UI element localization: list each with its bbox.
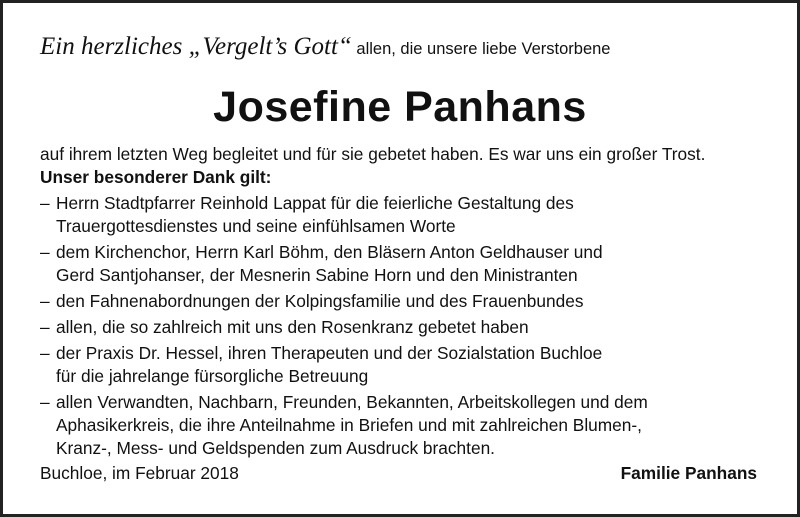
thanks-item-line: für die jahrelange fürsorgliche Betreuung [56,366,369,386]
family-signature: Familie Panhans [620,463,757,483]
thanks-item-line: allen Verwandten, Nachbarn, Freunden, Bekannten, Arbeitskollegen und dem [56,392,648,412]
thanks-item-line: allen, die so zahlreich mit uns den Rosenkranz gebetet haben [56,317,529,337]
thanks-item-line: Gerd Santjohanser, der Mesnerin Sabine Horn und den Ministranten [56,265,578,285]
intro-line [40,33,611,64]
thanks-item [40,391,780,460]
thanks-item [40,342,780,388]
notice-footer [40,462,757,485]
thanks-item-line: der Praxis Dr. Hessel, ihren Therapeuten und der Sozialstation Buchloe [56,343,603,363]
dash-bullet: – [40,291,50,311]
thanks-item [40,192,780,238]
dash-bullet: – [40,242,50,262]
deceased-name: Josefine Panhans [213,83,587,131]
thanks-item-line: Herrn Stadtpfarrer Reinhold Lappat für die feierliche Gestaltung des [56,193,574,213]
intro-italic-text: Ein herzliches „Vergelt’s Gott“ [40,33,352,60]
thanks-item-line: Trauergottesdienstes und seine einfühlsamen Worte [56,216,456,236]
place-date: Buchloe, im Februar 2018 [40,463,239,483]
notice-body [40,143,780,460]
dash-bullet: – [40,193,50,213]
thanks-heading: Unser besonderer Dank gilt: [40,167,272,187]
dash-bullet: – [40,317,50,337]
thanks-item [40,290,780,313]
intro-normal-text: allen, die unsere liebe Verstorbene [351,40,611,58]
dash-bullet: – [40,343,50,363]
thanks-item-line: dem Kirchenchor, Herrn Karl Böhm, den Bläsern Anton Geldhauser und [56,242,603,262]
dash-bullet: – [40,392,50,412]
thanks-item-line: Aphasikerkreis, die ihre Anteilnahme in Briefen und mit zahlreichen Blumen-, [56,415,642,435]
thanks-item-line: den Fahnenabordnungen der Kolpingsfamilie und des Frauenbundes [56,291,584,311]
body-first-line: auf ihrem letzten Weg begleitet und für sie gebetet haben. Es war uns ein großer Trost. [40,144,706,164]
thanks-item [40,316,780,339]
thanks-item-line: Kranz-, Mess- und Geldspenden zum Ausdruck brachten. [56,438,495,458]
thanks-item [40,241,780,287]
